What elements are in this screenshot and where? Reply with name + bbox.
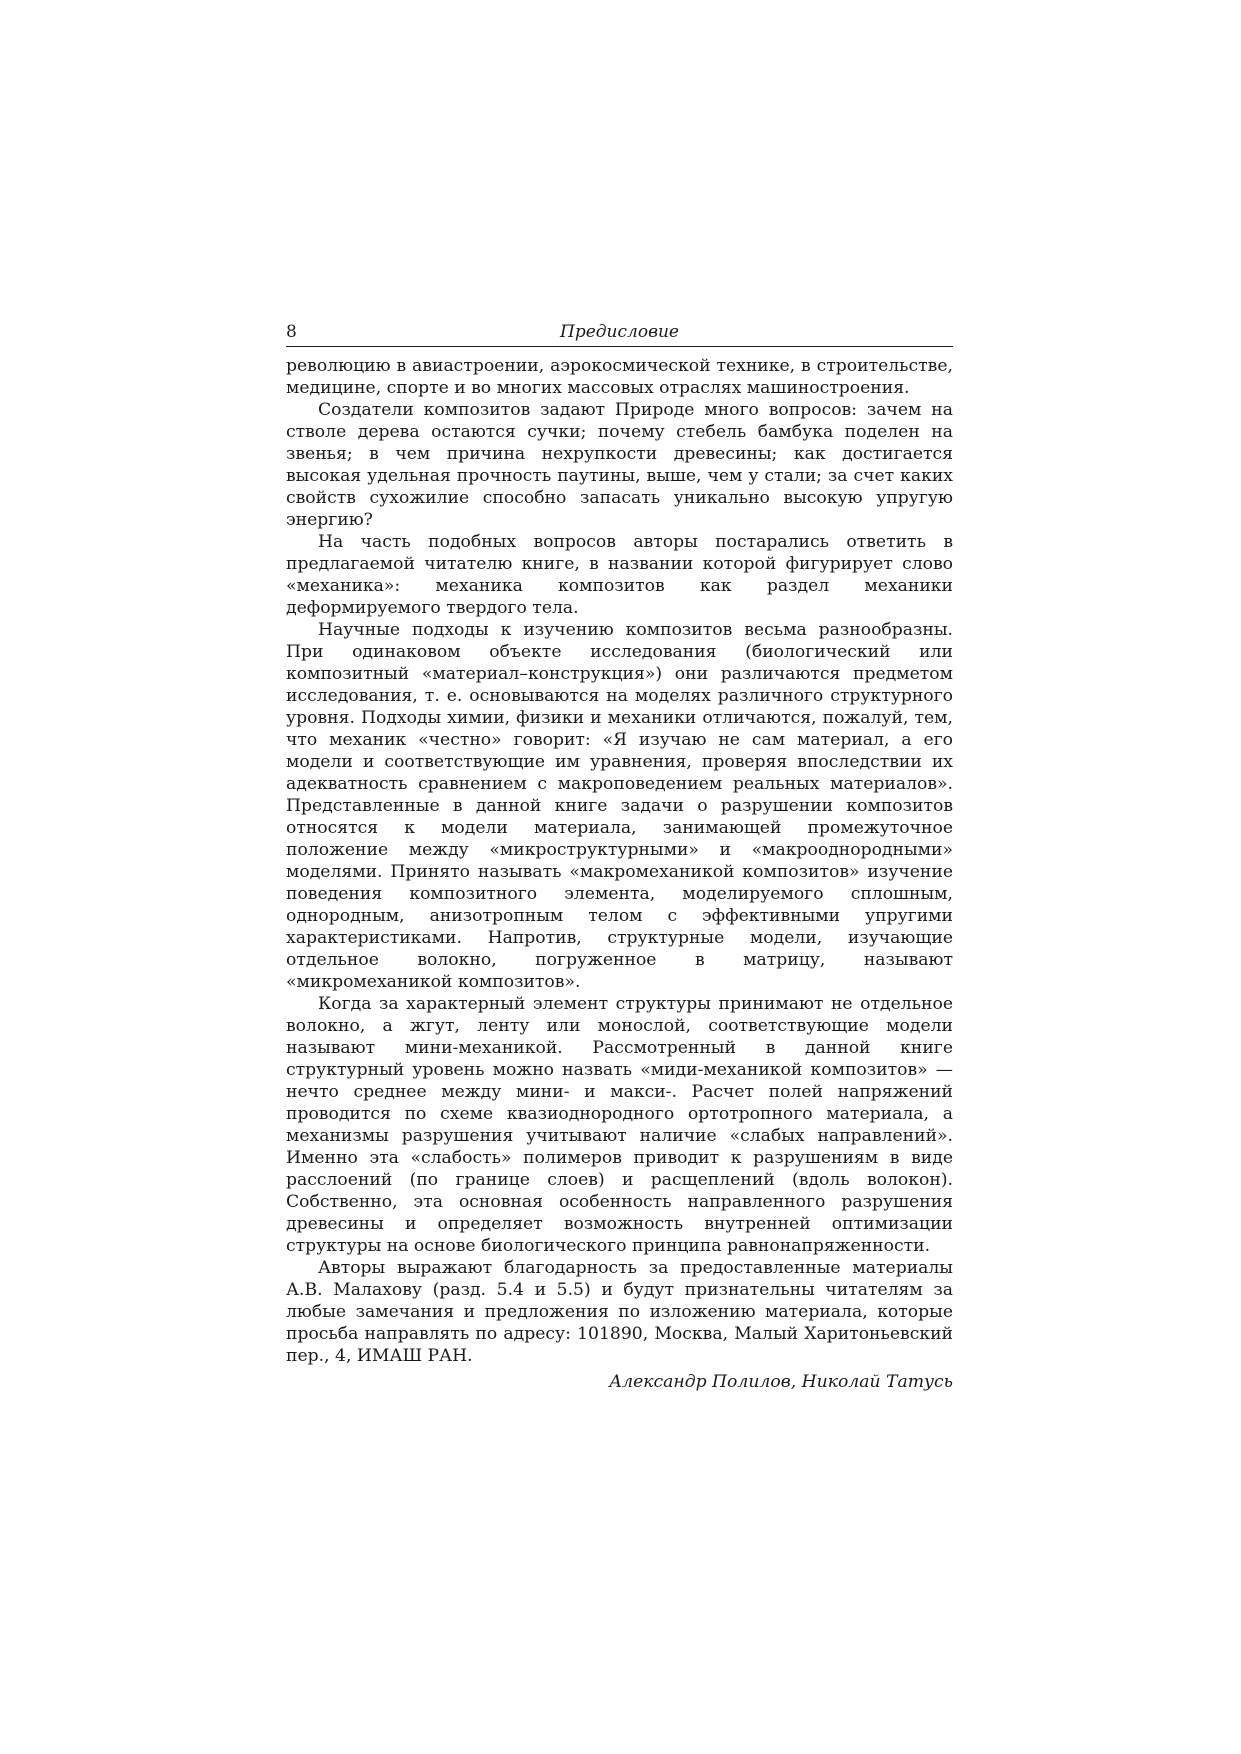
authors-signature: Александр Полилов, Николай Татусь [609,1372,953,1392]
paragraph: Создатели композитов задают Природе много вопросов: зачем на стволе дерева остаются сучки; почему стебель бамбука поделен на звенья; в чем причина нехрупкости древесины; как достигается высокая удельная прочность паутины, выше, чем у стали; за счет каких свойств сухожилие способно запасать уникально высокую упругую энергию? [286,400,953,530]
page-number: 8 [286,322,297,342]
paragraph: На часть подобных вопросов авторы постарались ответить в предлагаемой читателю книге, в названии которой фигурирует слово «механика»: механика композитов как раздел механики деформируемого твердого тела. [286,532,953,618]
paragraph: Авторы выражают благодарность за предоставленные материалы А.В. Малахову (разд. 5.4 и 5.5) и будут признательны читателям за любые замечания и предложения по изложению материала, которые просьба направлять по адресу: 101890, Москва, Малый Харитоньевский пер., 4, ИМАШ РАН. [286,1258,953,1366]
paragraph: Научные подходы к изучению композитов весьма разнообразны. При одинаковом объекте исследования (биологический или композитный «материал–конструкция») они различаются предметом исследования, т. е. основываются на моделях различного структурного уровня. Подходы химии, физики и механики отличаются, пожалуй, тем, что механик «честно» говорит: «Я изучаю не сам материал, а его модели и соответствующие им уравнения, проверяя впоследствии их адекватность сравнением с макроповедением реальных материалов». Представленные в данной книге задачи о разрушении композитов относятся к модели материала, занимающей промежуточное положение между «микроструктурными» и «макрооднородными» моделями. Принято называть «макромеханикой композитов» изучение поведения композитного элемента, моделируемого сплошным, однородным, анизотропным телом с эффективными упругими характеристиками. Напротив, структурные модели, изучающие отдельное волокно, погруженное в матрицу, называют «микромеханикой композитов». [286,620,953,992]
paragraph-continuation: революцию в авиастроении, аэрокосмической технике, в строительстве, медицине, спорте и во многих массовых отраслях машиностроения. [286,356,953,398]
running-header [286,322,953,347]
section-title: Предисловие [560,322,679,342]
paragraph: Когда за характерный элемент структуры принимают не отдельное волокно, а жгут, ленту или монослой, соответствующие модели называют мини-механикой. Рассмотренный в данной книге структурный уровень можно назвать «миди-механикой композитов» — нечто среднее между мини- и макси-. Расчет полей напряжений проводится по схеме квазиоднородного ортотропного материала, а механизмы разрушения учитывают наличие «слабых направлений». Именно эта «слабость» полимеров приводит к разрушениям в виде расслоений (по границе слоев) и расщеплений (вдоль волокон). Собственно, эта основная особенность направленного разрушения древесины и определяет возможность внутренней оптимизации структуры на основе биологического принципа равнонапряженности. [286,994,953,1256]
book-page [286,322,953,1393]
body-text [286,355,953,1367]
